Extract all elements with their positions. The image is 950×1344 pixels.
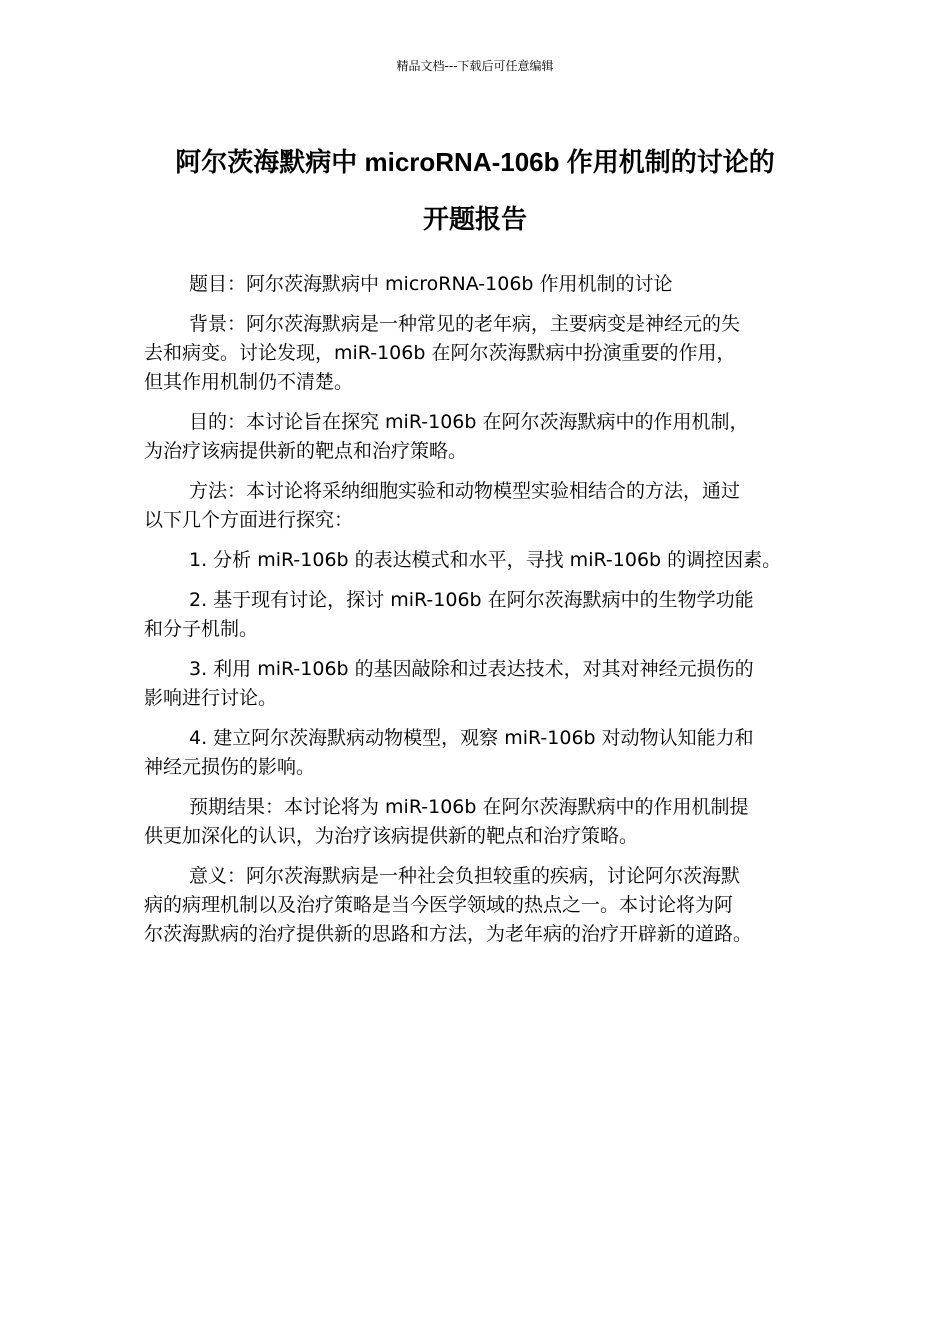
- paragraph-line: 方法：本讨论将采纳细胞实验和动物模型实验相结合的方法，通过: [189, 480, 741, 502]
- page-header-note: 精品文档---下载后可任意编辑: [396, 59, 554, 73]
- document-body: [144, 270, 812, 960]
- paragraph-line: 背景：阿尔茨海默病是一种常见的老年病，主要病变是神经元的失: [189, 313, 741, 335]
- paragraph-line: 影响进行讨论。: [144, 687, 278, 709]
- paragraph-topic: [144, 270, 812, 299]
- paragraph-line: 题目：阿尔茨海默病中 microRNA-106b 作用机制的讨论: [189, 273, 673, 295]
- document-title: [140, 134, 810, 248]
- paragraph-line: 神经元损伤的影响。: [144, 756, 316, 778]
- paragraph-purpose: [144, 408, 812, 466]
- paragraph-method-item-2: [144, 586, 812, 644]
- paragraph-line: 2. 基于现有讨论，探讨 miR-106b 在阿尔茨海默病中的生物学功能: [189, 589, 754, 611]
- paragraph-line: 以下几个方面进行探究：: [144, 509, 354, 531]
- paragraph-line: 和分子机制。: [144, 618, 259, 640]
- paragraph-line: 供更加深化的认识，为治疗该病提供新的靶点和治疗策略。: [144, 825, 639, 847]
- paragraph-line: 预期结果：本讨论将为 miR-106b 在阿尔茨海默病中的作用机制提: [189, 796, 749, 818]
- paragraph-line: 但其作用机制仍不清楚。: [144, 371, 354, 393]
- paragraph-line: 病的病理机制以及治疗策略是当今医学领域的热点之一。本讨论将为阿: [144, 894, 734, 916]
- paragraph-line: 目的：本讨论旨在探究 miR-106b 在阿尔茨海默病中的作用机制，: [189, 411, 749, 433]
- paragraph-expected-results: [144, 793, 812, 851]
- document-title-line-1: 阿尔茨海默病中 microRNA-106b 作用机制的讨论的: [175, 147, 775, 177]
- paragraph-methods: [144, 477, 812, 535]
- paragraph-significance: [144, 862, 812, 949]
- paragraph-method-item-3: [144, 655, 812, 713]
- paragraph-method-item-4: [144, 724, 812, 782]
- paragraph-line: 3. 利用 miR-106b 的基因敲除和过表达技术，对其对神经元损伤的: [189, 658, 754, 680]
- paragraph-line: 尔茨海默病的治疗提供新的思路和方法，为老年病的治疗开辟新的道路。: [144, 923, 753, 945]
- paragraph-background: [144, 310, 812, 397]
- paragraph-line: 意义：阿尔茨海默病是一种社会负担较重的疾病，讨论阿尔茨海默: [189, 865, 741, 887]
- paragraph-line: 去和病变。讨论发现，miR-106b 在阿尔茨海默病中扮演重要的作用，: [144, 342, 736, 364]
- paragraph-line: 4. 建立阿尔茨海默病动物模型，观察 miR-106b 对动物认知能力和: [189, 727, 754, 749]
- document-title-line-2: 开题报告: [422, 204, 527, 234]
- paragraph-line: 1. 分析 miR-106b 的表达模式和水平，寻找 miR-106b 的调控因素。: [189, 549, 782, 571]
- paragraph-line: 为治疗该病提供新的靶点和治疗策略。: [144, 440, 468, 462]
- paragraph-method-item-1: [144, 546, 812, 575]
